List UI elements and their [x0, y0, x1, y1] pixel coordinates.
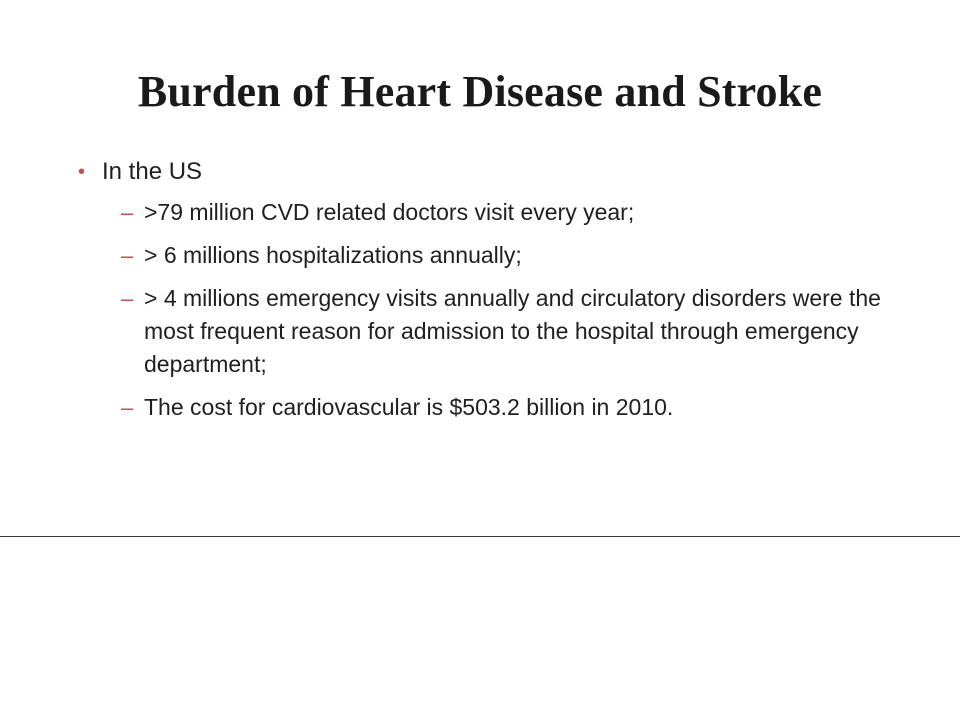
bullet-list: [78, 154, 898, 434]
dash-bullet-icon: –: [121, 243, 134, 268]
sub-bullet-text: > 4 millions emergency visits annually and circulatory disorders were the most frequent reason for admission to the hospital through emergency department;: [144, 285, 881, 377]
sub-bullet-text: >79 million CVD related doctors visit every year;: [144, 199, 635, 225]
bullet-dot-icon: •: [78, 161, 86, 183]
sub-bullet-item: [78, 282, 898, 381]
sub-bullet-list: [78, 196, 898, 424]
sub-bullet-text: The cost for cardiovascular is $503.2 billion in 2010.: [144, 394, 674, 420]
sub-bullet-text: > 6 millions hospitalizations annually;: [144, 242, 522, 268]
dash-bullet-icon: –: [121, 395, 134, 420]
sub-bullet-item: [78, 239, 898, 272]
dash-bullet-icon: –: [121, 200, 134, 225]
divider-line: [0, 536, 960, 537]
dash-bullet-icon: –: [121, 286, 134, 311]
bullet-item-in-the-us: [78, 154, 898, 190]
sub-bullet-item: [78, 196, 898, 229]
sub-bullet-item: [78, 391, 898, 424]
slide-title: Burden of Heart Disease and Stroke: [137, 67, 823, 116]
bullet-label: In the US: [102, 158, 203, 185]
